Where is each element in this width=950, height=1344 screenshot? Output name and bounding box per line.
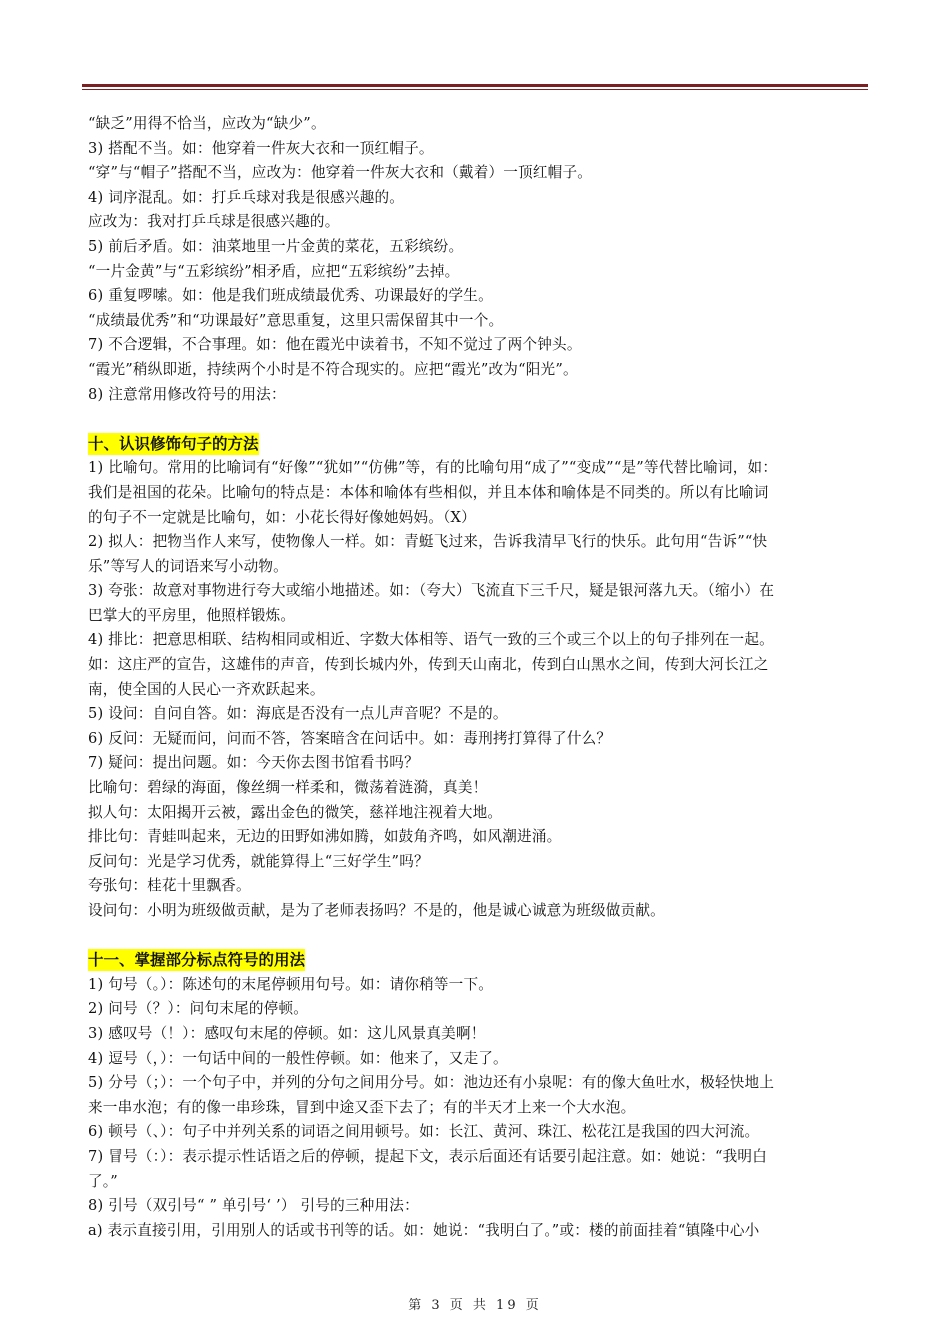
text-line: a) 表示直接引用，引用别人的话或书刊等的话。如：她说：“我明白了。”或：楼的前面挂着“镇隆中心小 <box>88 1221 760 1239</box>
section-heading: 十一、掌握部分标点符号的用法 <box>88 951 306 970</box>
text-line: 6) 顿号（、）：句子中并列关系的词语之间用顿号。如：长江、黄河、珠江、松花江是我国的四大河流。 <box>88 1123 760 1141</box>
text-line: 排比句：青蛙叫起来，无边的田野如沸如腾，如鼓角齐鸣，如风潮进涌。 <box>88 828 562 846</box>
text-line: 1) 句号（。）：陈述句的末尾停顿用句号。如：请你稍等一下。 <box>88 975 494 993</box>
text-line: 巴掌大的平房里，他照样锻炼。 <box>88 606 296 624</box>
text-line: 3) 感叹号（！）：感叹句末尾的停顿。如：这儿风景真美啊！ <box>88 1024 486 1042</box>
spacer <box>88 407 868 432</box>
text-line: 3) 夸张：故意对事物进行夸大或缩小地描述。如：（夸大）飞流直下三千尺，疑是银河落九天。（缩小）在 <box>88 582 775 600</box>
text-line: “一片金黄”与“五彩缤纷”相矛盾，应把“五彩缤纷”去掉。 <box>88 262 460 280</box>
spacer <box>88 924 868 949</box>
text-line: 4) 排比：把意思相联、结构相同或相近、字数大体相等、语气一致的三个或三个以上的句子排列在一起。 <box>88 631 774 649</box>
text-line: 3) 搭配不当。如：他穿着一件灰大衣和一顶红帽子。 <box>88 139 434 157</box>
text-line: 8) 引号（双引号“ ” 单引号‘ ’） 引号的三种用法： <box>88 1197 419 1215</box>
text-line: 我们是祖国的花朵。比喻句的特点是：本体和喻体有些相似，并且本体和喻体是不同类的。所以有比喻词 <box>88 483 769 501</box>
text-line: 8) 注意常用修改符号的用法： <box>88 385 286 403</box>
text-line: 乐”等写人的词语来写小动物。 <box>88 557 288 575</box>
text-line: 如：这庄严的宣告，这雄伟的声音，传到长城内外，传到天山南北，传到白山黑水之间，传到大河长江之 <box>88 656 769 674</box>
text-line: “霞光”稍纵即逝，持续两个小时是不符合现实的。应把“霞光”改为“阳光”。 <box>88 360 578 378</box>
text-line: 4) 逗号（，）：一句话中间的一般性停顿。如：他来了，又走了。 <box>88 1049 508 1067</box>
text-line: 5) 分号（；）：一个句子中，并列的分句之间用分号。如：池边还有小泉呢：有的像大鱼吐水，极轻快地上 <box>88 1074 775 1092</box>
text-line: 设问句：小明为班级做贡献，是为了老师表扬吗？不是的，他是诚心诚意为班级做贡献。 <box>88 902 665 919</box>
header-rule <box>82 84 868 87</box>
text-line: 2) 拟人：把物当作人来写，使物像人一样。如：青蜓飞过来，告诉我清早飞行的快乐。此句用“告诉”“快 <box>88 533 768 551</box>
text-line: 拟人句：太阳揭开云被，露出金色的微笑，慈祥地注视着大地。 <box>88 803 503 821</box>
text-line: 1) 比喻句。常用的比喻词有“好像”“犹如”“仿佛”等，有的比喻句用“成了”“变成”“是”等代替比喻词，如： <box>88 459 778 477</box>
text-line: 反问句：光是学习优秀，就能算得上“三好学生”吗？ <box>88 852 429 870</box>
text-line: 比喻句：碧绿的海面，像丝绸一样柔和，微荡着涟漪，真美！ <box>88 779 488 797</box>
text-line: 6) 反问：无疑而问，问而不答，答案暗含在问话中。如：毒刑拷打算得了什么？ <box>88 729 612 747</box>
text-line: “穿”与“帽子”搭配不当，应改为：他穿着一件灰大衣和（戴着）一顶红帽子。 <box>88 164 593 182</box>
header-rule-thin <box>82 89 868 90</box>
text-line: “缺乏”用得不恰当，应改为“缺少”。 <box>88 115 326 132</box>
page-body <box>88 112 868 1243</box>
text-line: 应改为：我对打乒乓球是很感兴趣的。 <box>88 213 340 231</box>
section-heading: 十、认识修饰句子的方法 <box>88 434 259 453</box>
text-line: 5) 设问：自问自答。如：海底是否没有一点儿声音呢？不是的。 <box>88 705 508 723</box>
text-line: 7) 不合逻辑，不合事理。如：他在霞光中读着书，不知不觉过了两个钟头。 <box>88 336 582 354</box>
text-line: 7) 冒号（：）：表示提示性话语之后的停顿，提起下文，表示后面还有话要引起注意。如：她说：“我明白 <box>88 1147 768 1165</box>
text-line: 5) 前后矛盾。如：油菜地里一片金黄的菜花，五彩缤纷。 <box>88 237 464 255</box>
text-line: 了。” <box>88 1172 118 1190</box>
text-line: 的句子不一定就是比喻句，如：小花长得好像她妈妈。（X） <box>88 508 476 526</box>
page-number-footer: 第 3 页 共 19 页 <box>408 1298 542 1313</box>
text-line: 来一串水泡；有的像一串珍珠，冒到中途又歪下去了；有的半天才上来一个大水泡。 <box>88 1098 636 1116</box>
section-heading-wrap <box>88 948 868 973</box>
text-line: 7) 疑问：提出问题。如：今天你去图书馆看书吗？ <box>88 754 419 772</box>
text-line: 4) 词序混乱。如：打乒乓球对我是很感兴趣的。 <box>88 188 405 206</box>
text-line: 夸张句：桂花十里飘香。 <box>88 877 251 895</box>
text-line: 2) 问号（？）：问句末尾的停顿。 <box>88 1000 309 1018</box>
section-heading-wrap <box>88 432 868 457</box>
text-line: “成绩最优秀”和“功课最好”意思重复，这里只需保留其中一个。 <box>88 311 504 329</box>
text-line: 南，使全国的人民心一齐欢跃起来。 <box>88 680 325 698</box>
text-line: 6) 重复啰嗦。如：他是我们班成绩最优秀、功课最好的学生。 <box>88 287 493 305</box>
